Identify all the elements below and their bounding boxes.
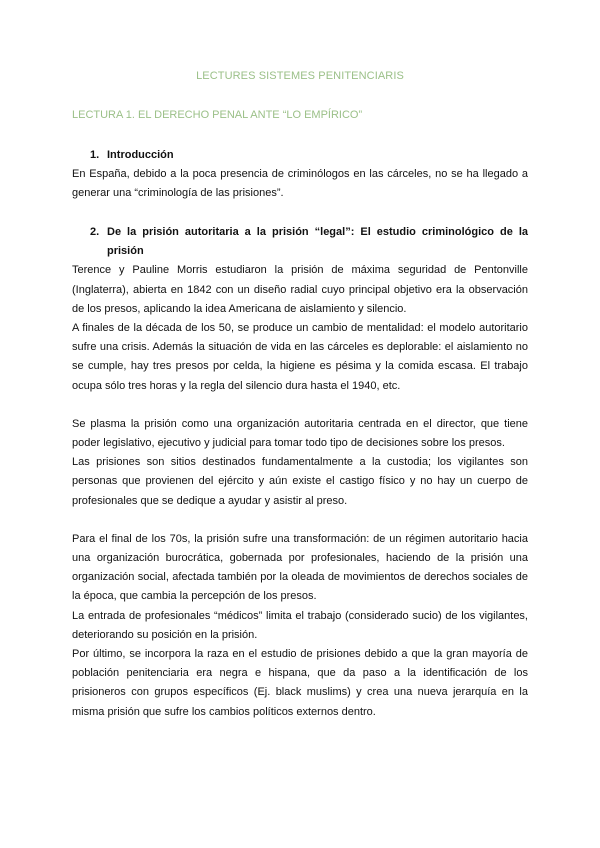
paragraph: Terence y Pauline Morris estudiaron la prisión de máxima seguridad de Pentonville (Inglaterra), abierta en 1842 con un diseño radial cuyo principal objetivo era la observación de los presos, aplicando la idea Americana de aislamiento y silencio. xyxy=(72,264,528,315)
section-heading-2 xyxy=(72,223,528,261)
section-number: 1. xyxy=(90,149,100,161)
section-heading-1 xyxy=(72,146,528,165)
section-number: 2. xyxy=(90,226,100,239)
paragraph: Se plasma la prisión como una organización autoritaria centrada en el director, que tiene poder legislativo, ejecutivo y judicial para tomar todo tipo de decisiones sobre los presos. xyxy=(72,417,528,450)
document-title: LECTURES SISTEMES PENITENCIARIS xyxy=(196,70,404,82)
paragraph: A finales de la década de los 50, se produce un cambio de mentalidad: el modelo autoritario sufre una crisis. Además la situación de vida en las cárceles es deplorable: el aislamiento no se cumple, hay tres presos por celda, la higiene es pésima y la comida escasa. El trabajo ocupa sólo tres horas y la regla del silencio dura hasta el 1940, etc. xyxy=(72,322,528,392)
paragraph: Por último, se incorpora la raza en el estudio de prisiones debido a que la gran mayoría de población penitenciaria era negra e hispana, que da paso a la identificación de los prisioneros con grupos específicos (Ej. black muslims) y crea una nueva jerarquía en la misma prisión que sufre los cambios políticos externos dentro. xyxy=(72,648,528,718)
paragraph: Para el final de los 70s, la prisión sufre una transformación: de un régimen autoritario hacia una organización burocrática, gobernada por profesionales, haciendo de la prisión una organización social, afectada también por la oleada de movimientos de derechos sociales de la época, que cambia la percepción de los presos. xyxy=(72,532,528,603)
document-subtitle: LECTURA 1. EL DERECHO PENAL ANTE “LO EMPÍRICO” xyxy=(72,109,363,121)
document-body xyxy=(72,146,528,722)
section-heading-text: Introducción xyxy=(107,149,174,161)
paragraph: En España, debido a la poca presencia de criminólogos en las cárceles, no se ha llegado a generar una “criminología de las prisiones”. xyxy=(72,168,528,200)
paragraph: La entrada de profesionales “médicos” limita el trabajo (considerado sucio) de los vigilantes, deteriorando su posición en la prisión. xyxy=(72,609,528,641)
section-heading-text: De la prisión autoritaria a la prisión “legal”: El estudio criminológico de la prisión xyxy=(107,226,528,258)
paragraph: Las prisiones son sitios destinados fundamentalmente a la custodia; los vigilantes son personas que provienen del ejército y aún existe el castigo físico y no hay un cuerpo de profesionales que se dedique a ayudar y asistir al preso. xyxy=(72,456,528,507)
